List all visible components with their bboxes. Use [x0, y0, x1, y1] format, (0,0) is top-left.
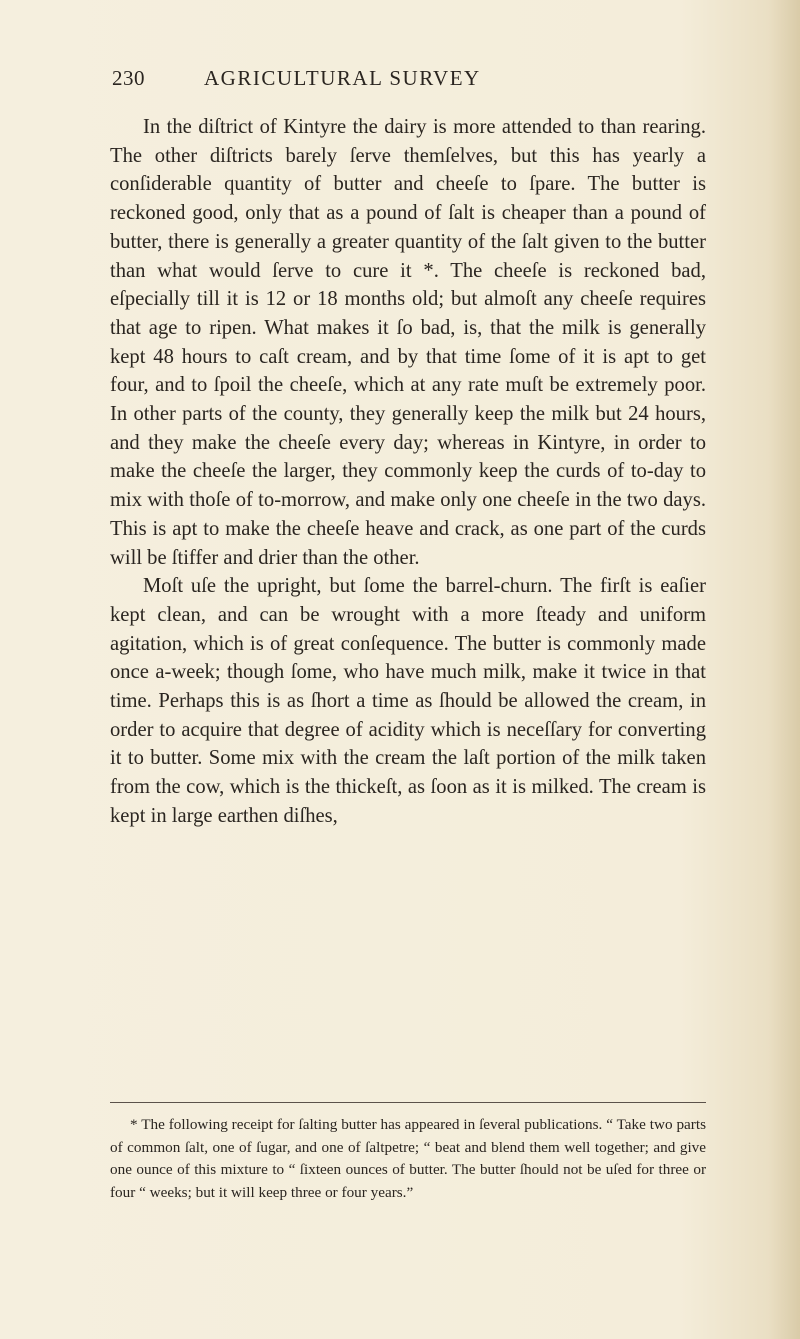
paragraph-churning: Moſt uſe the upright, but ſome the barrel-churn. The firſt is eaſier kept clean, and can be wrought with a more ſteady and uniform agitation, which is of great conſequence. The butter is commonly made once a-week; though ſome, who have much milk, make it twice in that time. Perhaps this is as ſhort a time as ſhould be allowed the cream, in order to acquire that degree of acidity which is neceſſary for converting it to butter. Some mix with the cream the laſt portion of the milk taken from the cow, which is the thickeſt, as ſoon as it is milked. The cream is kept in large earthen diſhes,	[110, 575, 706, 827]
footnote	[110, 1114, 706, 1204]
page-header	[112, 66, 672, 96]
paragraph-dairy-kintyre: In the diſtrict of Kintyre the dairy is more attended to than rearing. The other diſtricts barely ſerve themſelves, but this has yearly a conſiderable quantity of butter and cheeſe to ſpare. The butter is reckoned good, only that as a pound of ſalt is cheaper than a pound of butter, there is generally a greater quantity of the ſalt given to the butter than what would ſerve to cure it *. The cheeſe is reckoned bad, eſpecially till it is 12 or 18 months old; but almoſt any cheeſe requires that age to ripen. What makes it ſo bad, is, that the milk is generally kept 48 hours to caſt cream, and by that time ſome of it is apt to get four, and to ſpoil the cheeſe, which at any rate muſt be extremely poor. In other parts of the county, they generally keep the milk but 24 hours, and they make the cheeſe every day; whereas in Kintyre, in order to make the cheeſe the larger, they commonly keep the curds of to-day to mix with thoſe of to-morrow, and make only one cheeſe in the two days. This is apt to make the cheeſe heave and crack, as one part of the curds will be ſtiffer and drier than the other.	[110, 116, 706, 569]
footnote-divider	[110, 1102, 706, 1103]
body-text	[110, 113, 706, 831]
footnote-text: * The following receipt for ſalting butter has appeared in ſeveral publications. “ Take two parts of common ſalt, one of ſugar, and one of ſaltpetre; “ beat and blend them well together; and give one ounce of this mixture to “ ſixteen ounces of butter. The butter ſhould not be uſed for three or four “ weeks; but it will keep three or four years.”	[110, 1116, 706, 1201]
running-head: AGRICULTURAL SURVEY	[204, 66, 481, 90]
page-number: 230	[112, 66, 145, 90]
